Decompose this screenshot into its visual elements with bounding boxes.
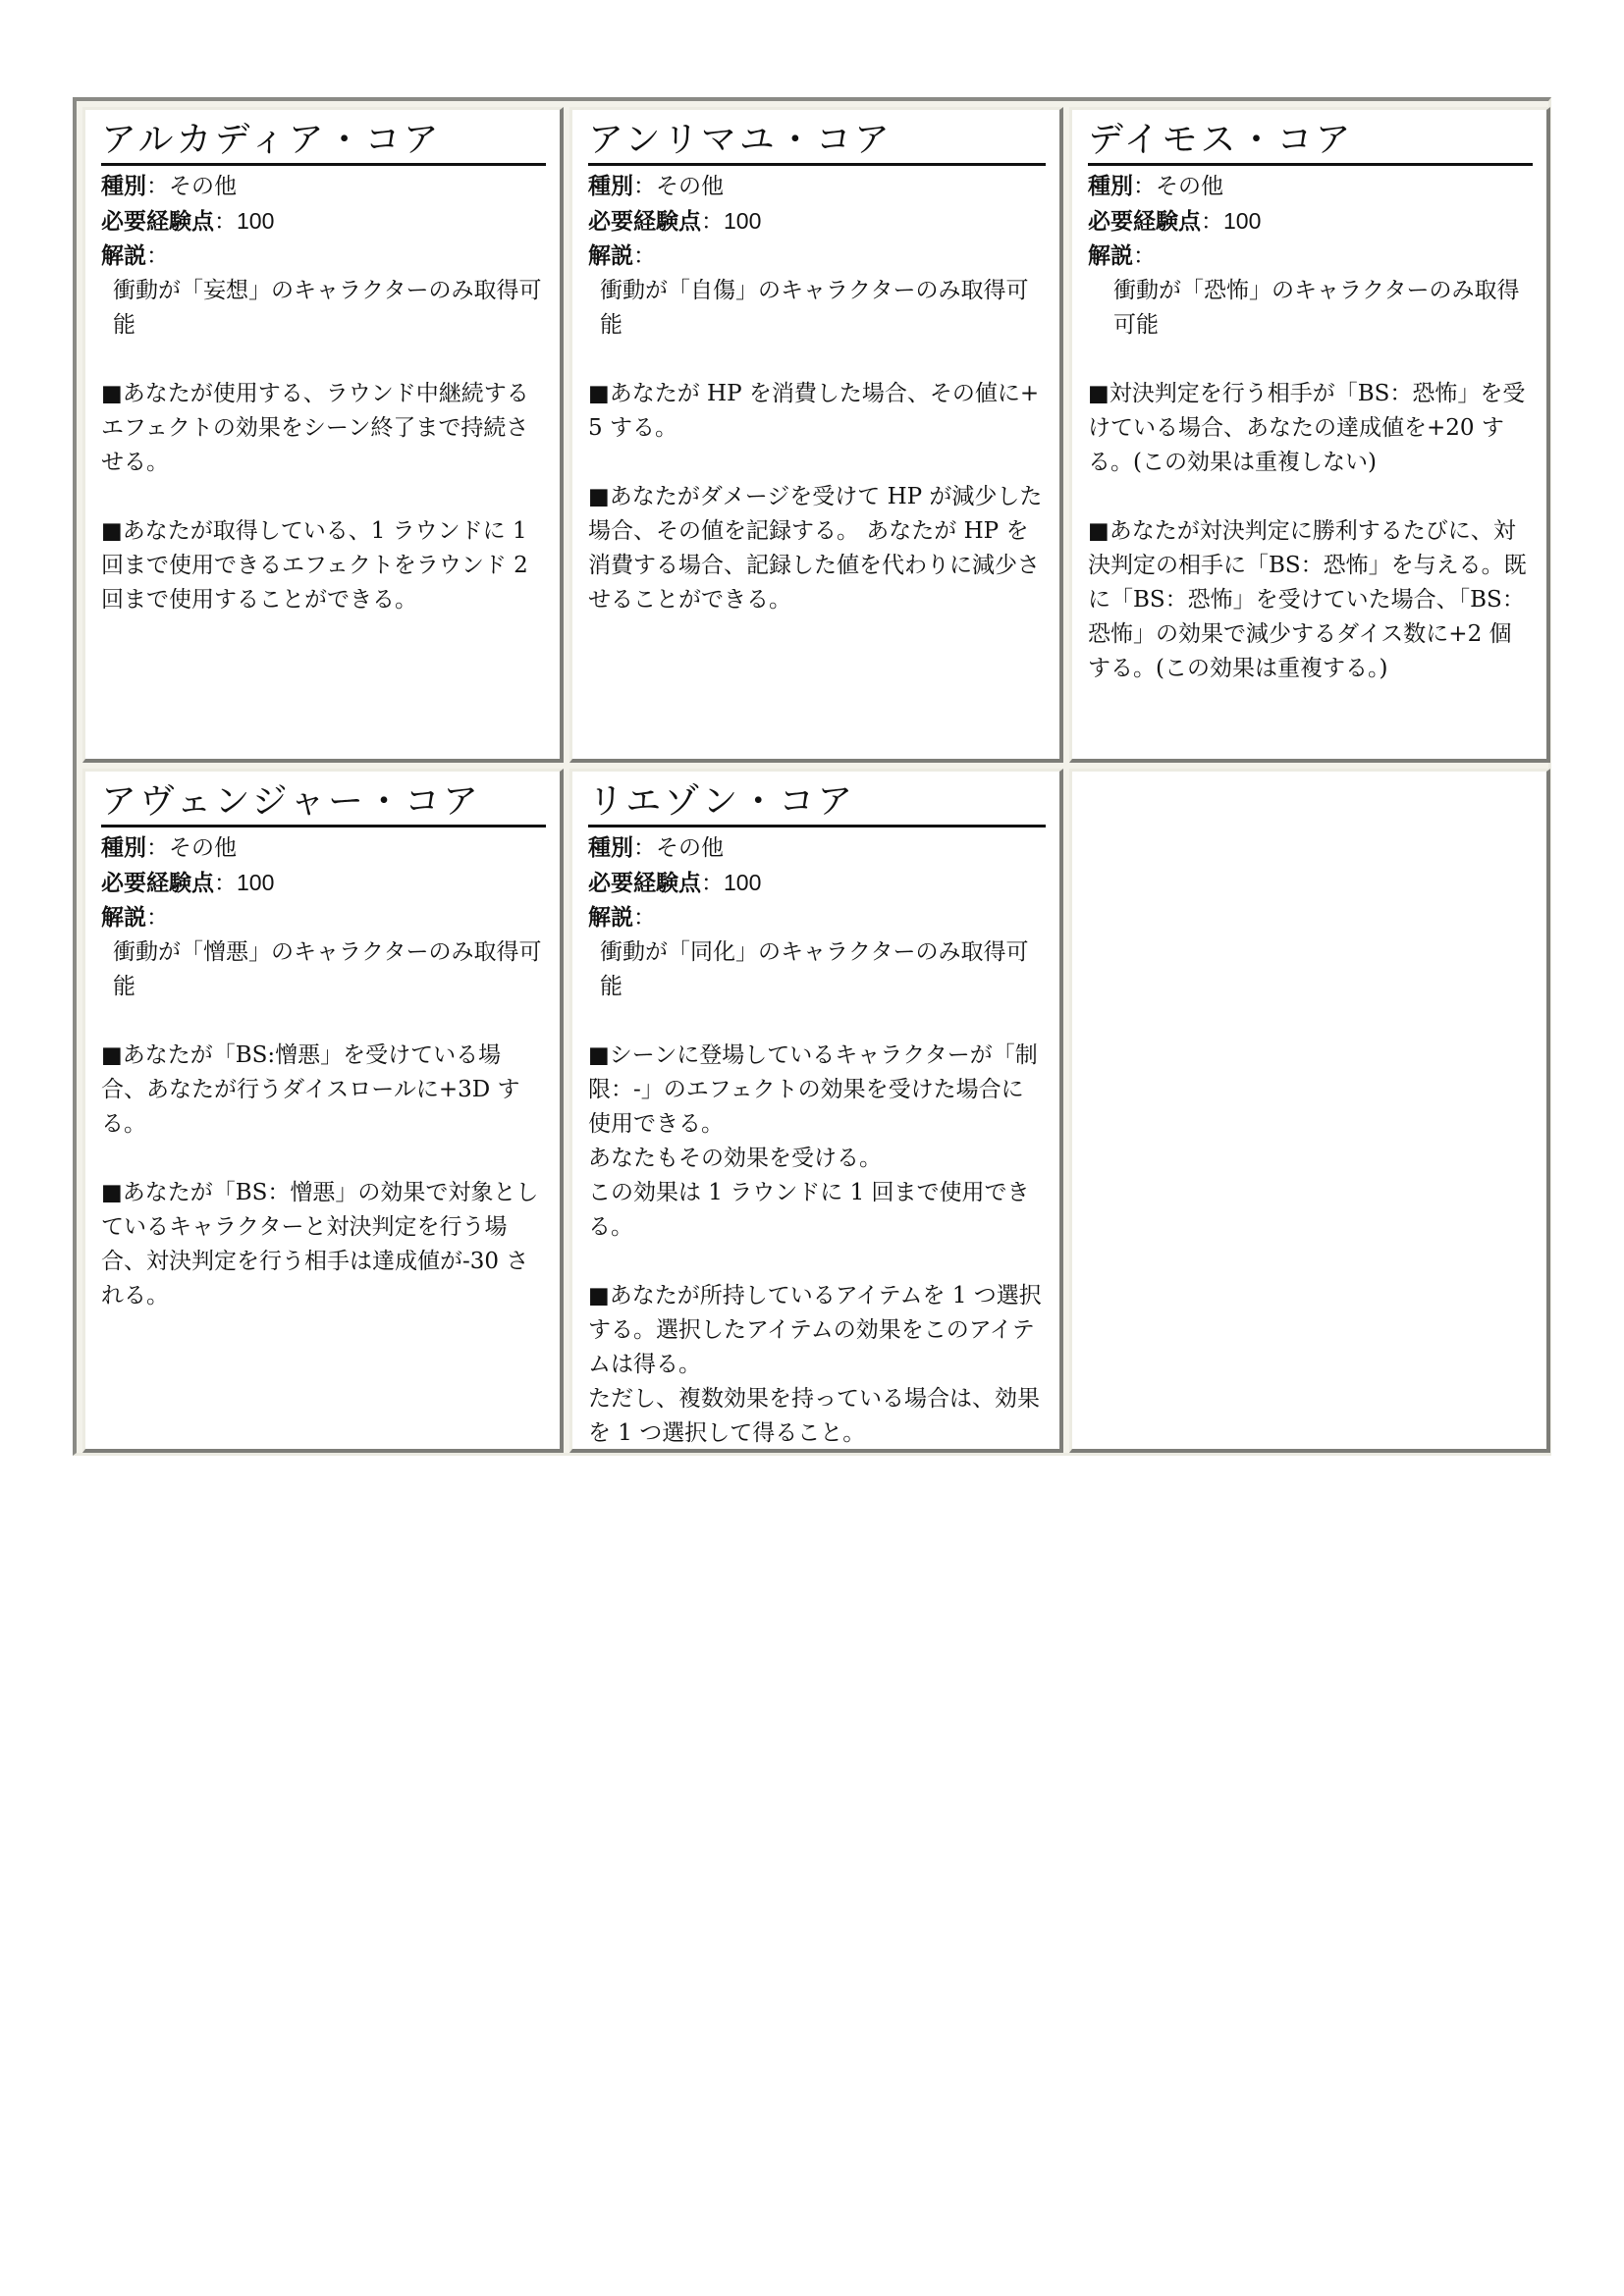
desc-label: 解説 [101,905,146,931]
card-title: アンリマユ・コア [588,118,1046,166]
separator: ： [146,835,169,861]
separator: ： [633,905,656,931]
restriction-text: 衝動が「同化」のキャラクターのみ取得可能 [600,939,1029,999]
separator: ： [633,243,656,269]
xp-field [588,204,1046,240]
separator: ： [1201,209,1223,235]
effect-text: ■あなたがダメージを受けて HP が減少した場合、その値を記録する。 あなたが HP を消費する場合、記録した値を代わりに減少させることができる。 [588,484,1043,613]
desc-field [101,240,546,274]
separator: ： [146,905,169,931]
xp-value: 100 [724,208,762,234]
card-angra-mainyu-core [569,107,1063,763]
desc-field [588,901,1046,935]
xp-field [101,866,546,901]
xp-value: 100 [724,870,762,895]
effect-text: ■あなたが「BS：憎悪」の効果で対象としているキャラクターと対決判定を行う場合、対決判定を行う相手は達成値が-30 される。 [101,1180,539,1308]
separator: ： [146,243,169,269]
type-label: 種別 [588,835,633,861]
type-label: 種別 [1088,174,1133,199]
separator: ： [633,835,656,861]
type-value: その他 [169,174,237,199]
empty-card [1069,769,1550,1453]
card-deimos-core [1069,107,1550,763]
xp-label: 必要経験点 [101,871,214,896]
separator: ： [701,871,724,896]
card-arcadia-core [82,107,564,763]
type-value: その他 [169,835,237,861]
separator: ： [1133,174,1156,199]
xp-field [101,204,546,240]
type-field [588,831,1046,866]
type-value: その他 [656,174,724,199]
xp-label: 必要経験点 [588,209,701,235]
separator: ： [633,174,656,199]
type-label: 種別 [101,835,146,861]
effect-text: ■あなたが「BS:憎悪」を受けている場合、あなたが行うダイスロールに+3D する。 [101,1042,520,1137]
xp-label: 必要経験点 [101,209,214,235]
effect-text: ■対決判定を行う相手が「BS：恐怖」を受けている場合、あなたの達成値を+20 する。(この効果は重複しない) [1088,381,1526,475]
effect-text: ■あなたが所持しているアイテムを 1 つ選択する。選択したアイテムの効果をこのアイテムは得る。 ただし、複数効果を持っている場合は、効果を 1 つ選択して得ること。 [588,1283,1042,1446]
desc-label: 解説 [588,243,633,269]
type-field [101,170,546,204]
card-title: リエゾン・コア [588,779,1046,828]
effect-text: ■あなたが取得している、1 ラウンドに 1 回まで使用できるエフェクトをラウンド 2 回まで使用することができる。 [101,518,536,613]
desc-field [1088,240,1533,274]
separator: ： [214,871,237,896]
xp-label: 必要経験点 [588,871,701,896]
separator: ： [701,209,724,235]
effect-text: ■シーンに登場しているキャラクターが「制限：-」のエフェクトの効果を受けた場合に使用できる。 あなたもその効果を受ける。 この効果は 1 ラウンドに 1 回まで使用できる。 [588,1042,1038,1240]
type-label: 種別 [588,174,633,199]
xp-label: 必要経験点 [1088,209,1201,235]
xp-value: 100 [1223,208,1262,234]
effect-text: ■あなたが使用する、ラウンド中継続するエフェクトの効果をシーン終了まで持続させる。 [101,381,529,475]
desc-field [588,240,1046,274]
separator: ： [146,174,169,199]
restriction-text: 衝動が「憎悪」のキャラクターのみ取得可能 [113,939,542,999]
type-field [101,831,546,866]
desc-label: 解説 [1088,243,1133,269]
desc-label: 解説 [101,243,146,269]
card-title: アルカディア・コア [101,118,546,166]
type-value: その他 [656,835,724,861]
separator: ： [214,209,237,235]
card-title: アヴェンジャー・コア [101,779,546,828]
card-title: デイモス・コア [1088,118,1533,166]
separator: ： [1133,243,1156,269]
restriction-text: 衝動が「恐怖」のキャラクターのみ取得可能 [1113,278,1520,338]
restriction-text: 衝動が「妄想」のキャラクターのみ取得可能 [113,278,542,338]
desc-field [101,901,546,935]
xp-value: 100 [237,208,275,234]
core-effects-table [73,97,1551,1456]
type-label: 種別 [101,174,146,199]
card-liaison-core [569,769,1063,1453]
xp-field [1088,204,1533,240]
effect-text: ■あなたが HP を消費した場合、その値に+5 する。 [588,381,1040,441]
card-avenger-core [82,769,564,1453]
type-field [588,170,1046,204]
xp-value: 100 [237,870,275,895]
xp-field [588,866,1046,901]
desc-label: 解説 [588,905,633,931]
type-field [1088,170,1533,204]
effect-text: ■あなたが対決判定に勝利するたびに、対決判定の相手に「BS：恐怖」を与える。既に「BS：恐怖」を受けていた場合、「BS：恐怖」の効果で減少するダイス数に+2 個する。(この効果は重複する。) [1088,518,1527,681]
restriction-text: 衝動が「自傷」のキャラクターのみ取得可能 [600,278,1029,338]
type-value: その他 [1156,174,1223,199]
